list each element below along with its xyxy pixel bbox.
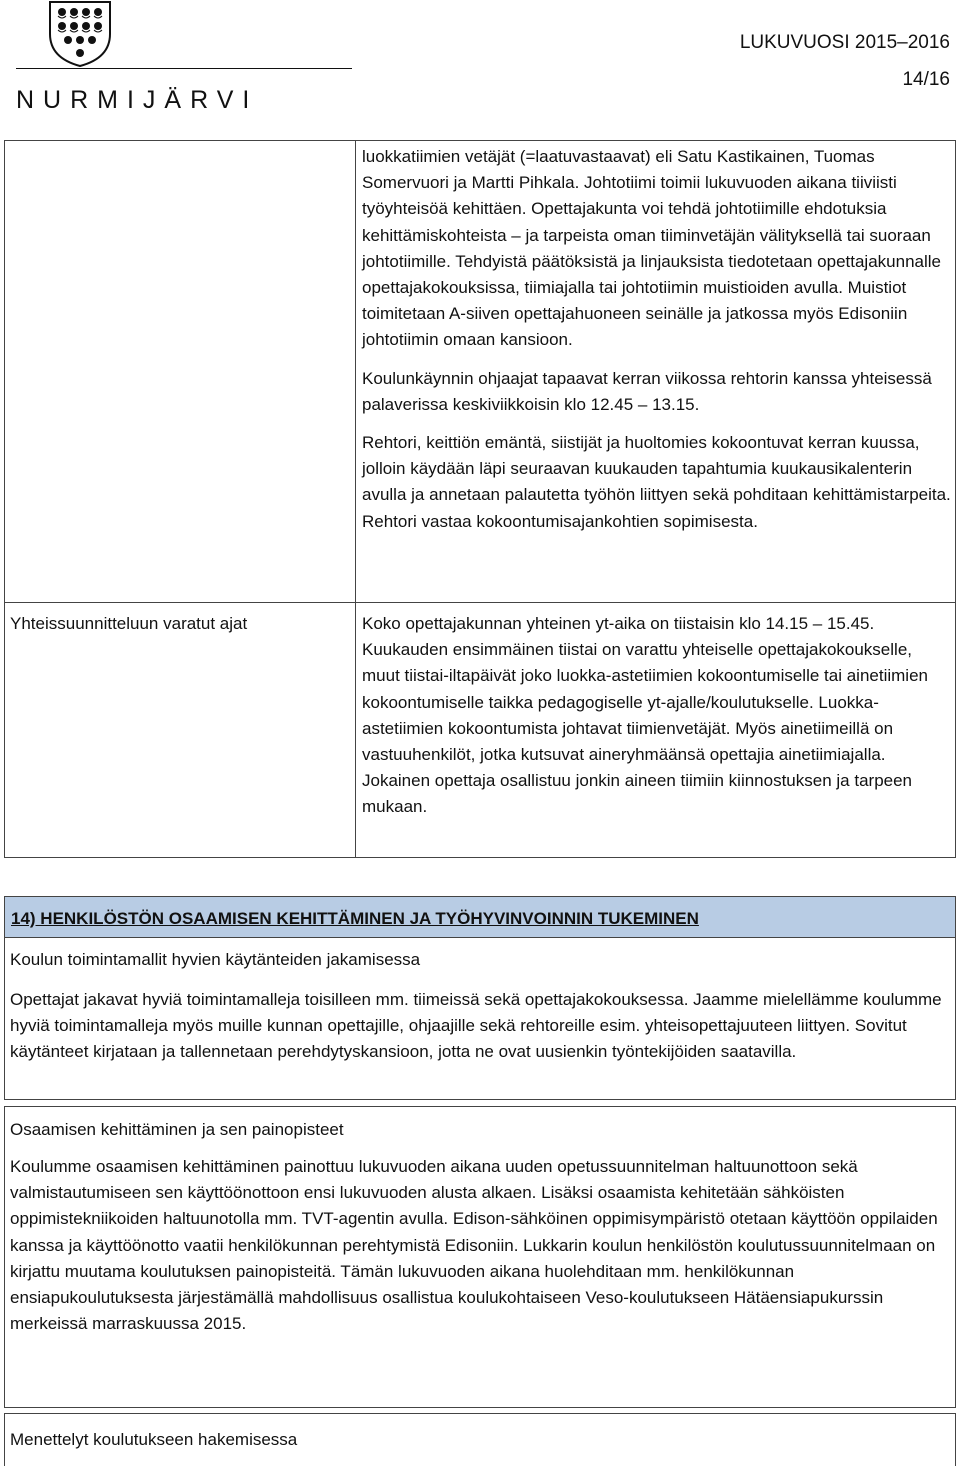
subheading: Koulun toimintamallit hyvien käytänteiden jakamisessa	[10, 950, 421, 969]
logo-rule	[16, 68, 352, 69]
row1-content-cell	[362, 144, 952, 547]
crest-icon	[48, 0, 112, 68]
box-inner	[10, 1117, 949, 1143]
paragraph: Rehtori, keittiön emäntä, siistijät ja huoltomies kokoontuvat kerran kuussa, jolloin käydään läpi seuraavan kuukauden tapahtumia kuukausikalenterin avulla ja annetaan palautetta työhön liittyen sekä pohditaan kehittämistarpeita. Rehtori vastaa kokoontumisajankohtien sopimisesta.	[362, 433, 951, 531]
competence-development-box	[4, 1106, 956, 1408]
box-inner	[10, 1154, 949, 1337]
section-14-heading	[4, 896, 956, 938]
paragraph: Koko opettajakunnan yhteinen yt-aika on tiistaisin klo 14.15 – 15.45. Kuukauden ensimmäinen tiistai on varattu yhteiselle opettajakokoukselle, muut tiistai-iltapäivät joko luokka-astetiimien kokoontumiselle tai ainetiimien kokoontumiselle taikka pedagogiselle yt-ajalle/koulutukselle. Luokka-astetiimien kokoontumista johtavat tiimienvetäjät. Myös ainetiimeillä on vastuuhenkilöt, jotka kutsuvat aineryhmäänsä opettajia ainetiimiajalla. Jokainen opettaja osallistuu jonkin aineen tiimiin kiinnostuksen ja tarpeen mukaan.	[362, 614, 928, 817]
box-inner	[10, 1427, 949, 1453]
school-year-label: LUKUVUOSI 2015–2016	[739, 32, 950, 53]
page-number: 14/16	[902, 69, 950, 90]
section-title: 14) HENKILÖSTÖN OSAAMISEN KEHITTÄMINEN JA TYÖHYVINVOINNIN TUKEMINEN	[11, 909, 699, 928]
nurmijarvi-logo	[8, 0, 328, 112]
column-divider	[355, 141, 356, 857]
brand-wordmark: NURMIJÄRVI	[16, 86, 259, 114]
plan-table	[4, 140, 956, 858]
box-inner	[10, 987, 949, 1066]
row2-content-cell	[362, 611, 952, 833]
paragraph: Koulunkäynnin ohjaajat tapaavat kerran viikossa rehtorin kanssa yhteisessä palaverissa keskiviikkoisin klo 12.45 – 13.15.	[362, 368, 932, 414]
body-text: Opettajat jakavat hyviä toimintamalleja toisilleen mm. tiimeissä sekä opettajakokouksessa. Jaamme mielellämme koulumme hyviä toimintamalleja myös muille kunnan opettajille, ohjaajille sekä rehtoreille esim. yhteisopettajuuteen liittyen. Sovitut käytänteet kirjataan ja tallennetaan perehdytyskansioon, jotta ne ovat uusienkin työntekijöiden saatavilla.	[10, 990, 942, 1062]
row2-label-cell: Yhteissuunnitteluun varatut ajat	[10, 614, 248, 633]
box-inner	[10, 947, 949, 973]
training-application-box	[4, 1413, 956, 1466]
paragraph: luokkatiimien vetäjät (=laatuvastaavat) eli Satu Kastikainen, Tuomas Somervuori ja Martti Pihkala. Johtotiimi toimii lukuvuoden aikana tiiviisti työyhteisöä kehittäen. Opettajakunta voi tehdä johtotiimille ehdotuksia kehittämiskohteista – ja tarpeista oman tiiminvetäjän välityksellä tai suoraan johtotiimille. Tehdyistä päätöksistä ja linjauksista tiedotetaan opettajakunnalle opettajakokouksissa, tiimiajalla tai johtotiimin muistioiden avulla. Muistiot toimitetaan A-siiven opettajahuoneen seinälle ja jatkossa myös Edisoniin johtotiimin omaan kansioon.	[362, 147, 941, 350]
row-divider	[5, 602, 955, 603]
body-text: Koulumme osaamisen kehittäminen painottuu lukuvuoden aikana uuden opetussuunnitelman haltuunottoon sekä valmistautumiseen sen käyttöönottoon ensi lukuvuoden alusta alkaen. Lisäksi osaamista kehitetään sähköisten oppimistekniikoiden haltuunotolla mm. TVT-agentin avulla. Edison-sähköinen oppimisympäristö otetaan käyttöön oppilaiden kanssa ja käyttöönotto vaatii henkilökunnan perehtymistä Edisoniin. Lukkarin koulun henkilöstön koulutussuunnitelmaan on kirjattu muutama koulutuksen painopisteitä. Tämän lukuvuoden aikana huolehditaan mm. henkilökunnan ensiapukoulutuksesta järjestämällä mahdollisuus osallistua koulukohtaiseen Veso-koulutukseen Hätäensiapukurssin merkeissä marraskuussa 2015.	[10, 1157, 938, 1334]
subheading: Menettelyt koulutukseen hakemisessa	[10, 1430, 298, 1449]
subheading: Osaamisen kehittäminen ja sen painopisteet	[10, 1120, 344, 1139]
good-practices-box	[4, 937, 956, 1100]
